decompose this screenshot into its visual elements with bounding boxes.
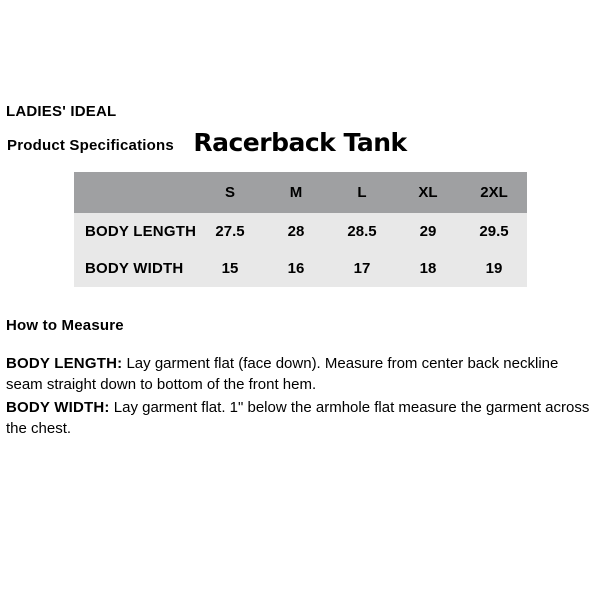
size-column-header-xl: XL [418,184,438,201]
row-label-body-width: BODY WIDTH [85,260,184,277]
product-title: Racerback Tank [193,128,407,157]
measure-item-body-width [6,397,596,439]
measure-item-body-length [6,353,596,395]
table-row-body-length [74,213,527,250]
section-label: Product Specifications [7,137,174,154]
how-to-measure-heading: How to Measure [6,317,124,334]
size-column-header-s: S [224,184,235,201]
brand-label: LADIES' IDEAL [6,103,117,120]
body-width-value-2xl: 19 [485,260,503,277]
how-to-measure-section [6,353,596,441]
size-column-header-2xl: 2XL [480,184,508,201]
row-label-body-length: BODY LENGTH [85,223,197,240]
body-length-value-s: 27.5 [215,223,245,240]
body-length-value-xl: 29 [419,223,437,240]
size-column-header-l: L [357,184,367,201]
measure-term-body-length: BODY LENGTH: [6,355,123,372]
body-width-value-xl: 18 [419,260,437,277]
body-width-value-m: 16 [287,260,305,277]
body-width-value-s: 15 [221,260,239,277]
measure-term-body-width: BODY WIDTH: [6,399,110,416]
body-length-value-l: 28.5 [347,223,377,240]
table-row-body-width [74,250,527,287]
measure-desc-body-width: Lay garment flat. 1" below the armhole flat measure the garment across the chest. [6,399,590,437]
size-column-header-m: M [289,184,303,201]
body-width-value-l: 17 [353,260,371,277]
body-length-value-m: 28 [287,223,305,240]
size-table-header-row [74,172,527,213]
size-spec-table [74,172,527,287]
measure-desc-body-length: Lay garment flat (face down). Measure from center back neckline seam straight down to bottom of the front hem. [6,355,559,393]
body-length-value-2xl: 29.5 [479,223,509,240]
